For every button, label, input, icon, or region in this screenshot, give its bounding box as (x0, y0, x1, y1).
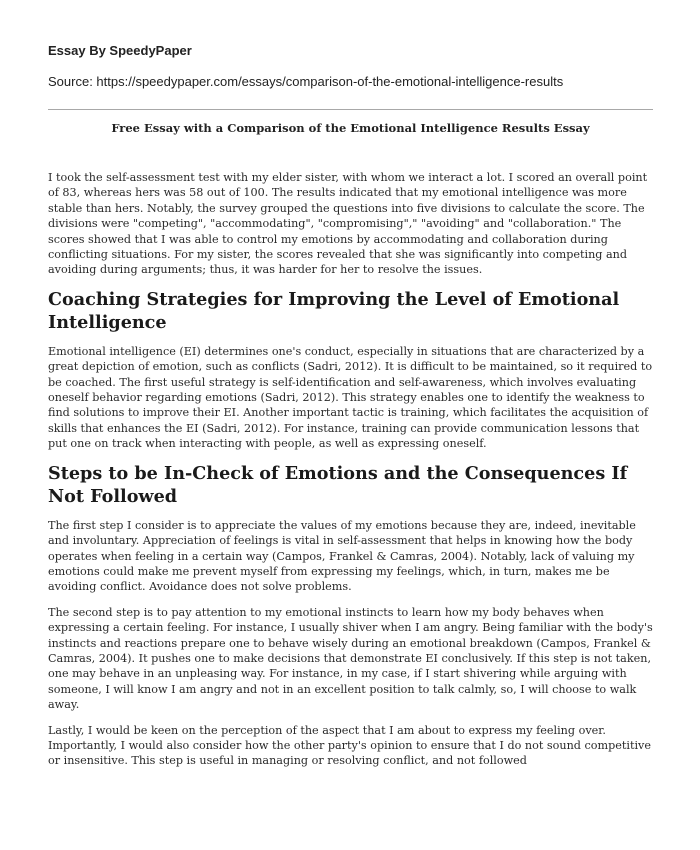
publisher-label: Essay By SpeedyPaper (48, 43, 192, 58)
source-line (48, 74, 563, 89)
coaching-strategies-paragraph: Emotional intelligence (EI) determines one's conduct, especially in situations that are characterized by a great depiction of emotion, such as conflicts (Sadri, 2012). It is difficult to be maintained, so it required to be coached. The first useful strategy is self-identification and self-awareness, which involves evaluating oneself behavior regarding emotions (Sadri, 2012). This strategy enables one to identify the weakness to find solutions to improve their EI. Another important tactic is training, which facilitates the acquisition of skills that enhances the EI (Sadri, 2012). For instance, training can provide communication lessons that put one on track when interacting with people, as well as expressing oneself. (48, 344, 653, 451)
section-heading-steps-in-check: Steps to be In-Check of Emotions and the Consequences If Not Followed (48, 462, 628, 507)
steps-paragraph-first: The first step I consider is to appreciate the values of my emotions because they are, indeed, inevitable and involuntary. Appreciation of feelings is vital in self-assessment that helps in knowing how the body operates when feeling in a certain way (Campos, Frankel & Camras, 2004). Notably, lack of valuing my emotions could make me prevent myself from expressing my feelings, which, in turn, makes me be avoiding conflict. Avoidance does not solve problems. (48, 518, 636, 594)
section-heading-coaching-strategies: Coaching Strategies for Improving the Level of Emotional Intelligence (48, 288, 620, 333)
essay-body (48, 170, 658, 779)
intro-paragraph: I took the self-assessment test with my elder sister, with whom we interact a lot. I scored an overall point of 83, whereas hers was 58 out of 100. The results indicated that my emotional intelligence was more stable than hers. Notably, the survey grouped the questions into five divisions to calculate the score. The divisions were "competing", "accommodating", "compromising"," "avoiding" and "collaboration." The scores showed that I was able to control my emotions by accommodating and collaboration during conflicting situations. For my sister, the scores revealed that she was significantly into competing and avoiding during arguments; thus, it was harder for her to resolve the issues. (48, 171, 648, 277)
header-divider (48, 109, 653, 110)
steps-paragraph-second: The second step is to pay attention to my emotional instincts to learn how my body behaves when expressing a certain feeling. For instance, I usually shiver when I am angry. Being familiar with the body's instincts and reactions prepare one to behave wisely during an emotional breakdown (Campos, Frankel & Camras, 2004). It pushes one to make decisions that demonstrate EI conclusively. If this step is not taken, one may behave in an unpleasing way. For instance, in my case, if I start shivering while arguing with someone, I will know I am angry and not in an excellent position to talk calmly, so, I will choose to walk away. (48, 605, 653, 712)
source-url: https://speedypaper.com/essays/comparison-of-the-emotional-intelligence-results (96, 74, 564, 89)
document-title: Free Essay with a Comparison of the Emotional Intelligence Results Essay (111, 121, 590, 135)
source-prefix: Source: (48, 74, 97, 89)
steps-paragraph-third: Lastly, I would be keen on the perception of the aspect that I am about to express my feeling over. Importantly, I would also consider how the other party's opinion to ensure that I do not sound competitive or insensitive. This step is useful in managing or resolving conflict, and not followed (48, 723, 651, 768)
